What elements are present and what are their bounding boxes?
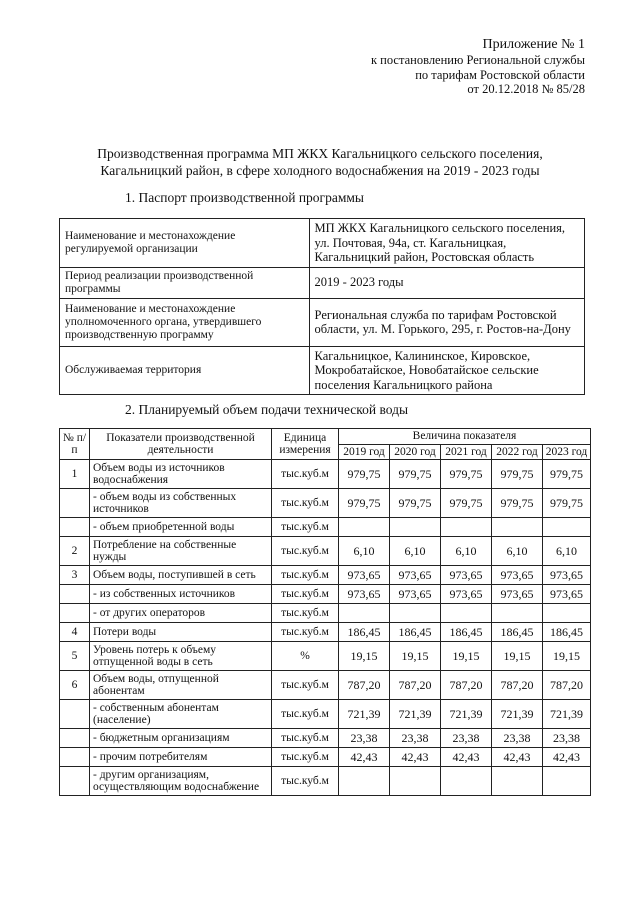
row-value: 973,65 (339, 566, 390, 585)
row-value (390, 767, 441, 796)
row-value (390, 518, 441, 537)
row-value: 973,65 (390, 585, 441, 604)
row-value: 973,65 (543, 566, 591, 585)
passport-value: Региональная служба по тарифам Ростовской области, ул. М. Горького, 295, г. Ростов-на-Дону (309, 298, 584, 346)
row-indicator: Объем воды, поступившей в сеть (90, 566, 272, 585)
row-value (441, 604, 492, 623)
row-value: 973,65 (543, 585, 591, 604)
water-volume-table-body (60, 460, 591, 796)
table-row (60, 642, 591, 671)
row-indicator: - собственным абонентам (население) (90, 700, 272, 729)
row-indicator: Объем воды, отпущенной абонентам (90, 671, 272, 700)
row-value: 787,20 (441, 671, 492, 700)
row-indicator: Потребление на собственные нужды (90, 537, 272, 566)
row-indicator: - из собственных источников (90, 585, 272, 604)
table-row (60, 729, 591, 748)
row-value: 23,38 (339, 729, 390, 748)
row-value: 42,43 (339, 748, 390, 767)
table-header-row (60, 429, 591, 445)
passport-row (60, 219, 585, 268)
col-header-year: 2022 год (492, 444, 543, 460)
col-header-num: № п/п (60, 429, 90, 460)
col-header-unit: Единица измерения (272, 429, 339, 460)
row-value (543, 518, 591, 537)
col-header-year: 2019 год (339, 444, 390, 460)
row-unit: тыс.куб.м (272, 566, 339, 585)
row-value: 979,75 (339, 489, 390, 518)
row-number (60, 518, 90, 537)
row-unit: % (272, 642, 339, 671)
water-volume-table (59, 428, 591, 796)
row-value: 973,65 (492, 585, 543, 604)
row-value: 979,75 (390, 489, 441, 518)
document-title-line-2: Кагальницкий район, в сфере холодного водоснабжения на 2019 - 2023 годы (100, 163, 540, 178)
row-number (60, 700, 90, 729)
row-unit: тыс.куб.м (272, 518, 339, 537)
row-value (339, 604, 390, 623)
row-value: 19,15 (543, 642, 591, 671)
row-number: 3 (60, 566, 90, 585)
row-value: 721,39 (492, 700, 543, 729)
row-value: 721,39 (390, 700, 441, 729)
row-value: 979,75 (441, 489, 492, 518)
row-value: 186,45 (339, 623, 390, 642)
row-value: 721,39 (441, 700, 492, 729)
row-value: 979,75 (543, 460, 591, 489)
table-row (60, 604, 591, 623)
passport-table (59, 218, 585, 395)
row-value: 973,65 (441, 566, 492, 585)
section-1-heading: 1. Паспорт производственной программы (125, 190, 364, 205)
appendix-header (371, 36, 585, 97)
table-row (60, 460, 591, 489)
passport-label: Наименование и местонахождение регулируемой организации (60, 219, 310, 268)
row-value (543, 767, 591, 796)
table-row (60, 748, 591, 767)
row-unit: тыс.куб.м (272, 671, 339, 700)
passport-row (60, 267, 585, 298)
row-indicator: Объем воды из источников водоснабжения (90, 460, 272, 489)
row-value: 19,15 (339, 642, 390, 671)
row-indicator: - прочим потребителям (90, 748, 272, 767)
row-indicator: - объем воды из собственных источников (90, 489, 272, 518)
row-value: 42,43 (543, 748, 591, 767)
row-number (60, 585, 90, 604)
row-value (492, 767, 543, 796)
row-value: 23,38 (441, 729, 492, 748)
row-value: 973,65 (390, 566, 441, 585)
col-header-value-group: Величина показателя (339, 429, 591, 445)
row-unit: тыс.куб.м (272, 585, 339, 604)
row-value: 787,20 (339, 671, 390, 700)
row-value: 979,75 (492, 460, 543, 489)
row-value: 979,75 (390, 460, 441, 489)
row-value: 979,75 (339, 460, 390, 489)
table-row (60, 767, 591, 796)
row-value (390, 604, 441, 623)
row-value: 787,20 (390, 671, 441, 700)
passport-value: Кагальницкое, Калининское, Кировское, Мокробатайское, Новобатайское сельские поселения Кагальницкого района (309, 346, 584, 395)
row-value: 186,45 (441, 623, 492, 642)
row-unit: тыс.куб.м (272, 767, 339, 796)
row-value: 6,10 (339, 537, 390, 566)
row-value: 721,39 (339, 700, 390, 729)
table-row (60, 566, 591, 585)
col-header-year: 2021 год (441, 444, 492, 460)
row-value: 19,15 (441, 642, 492, 671)
col-header-year: 2023 год (543, 444, 591, 460)
row-number (60, 604, 90, 623)
appendix-line-3: по тарифам Ростовской области (415, 67, 585, 82)
row-value: 973,65 (492, 566, 543, 585)
row-indicator: - другим организациям, осуществляющим водоснабжение (90, 767, 272, 796)
row-value (492, 518, 543, 537)
row-value: 787,20 (543, 671, 591, 700)
row-value: 19,15 (390, 642, 441, 671)
passport-value: 2019 - 2023 годы (309, 267, 584, 298)
row-value: 42,43 (390, 748, 441, 767)
row-value: 23,38 (390, 729, 441, 748)
row-value (339, 518, 390, 537)
section-2-heading: 2. Планируемый объем подачи технической воды (125, 402, 409, 417)
row-indicator: - объем приобретенной воды (90, 518, 272, 537)
row-number: 5 (60, 642, 90, 671)
row-value (543, 604, 591, 623)
passport-label: Наименование и местонахождение уполномоченного органа, утвердившего производственную программу (60, 298, 310, 346)
passport-row (60, 298, 585, 346)
row-unit: тыс.куб.м (272, 460, 339, 489)
row-value: 6,10 (492, 537, 543, 566)
col-header-year: 2020 год (390, 444, 441, 460)
row-number: 4 (60, 623, 90, 642)
row-value (441, 767, 492, 796)
row-value: 19,15 (492, 642, 543, 671)
row-value: 186,45 (543, 623, 591, 642)
row-value: 979,75 (543, 489, 591, 518)
row-value (339, 767, 390, 796)
row-value: 186,45 (492, 623, 543, 642)
row-value: 973,65 (339, 585, 390, 604)
row-value: 42,43 (492, 748, 543, 767)
row-value: 6,10 (441, 537, 492, 566)
table-row (60, 700, 591, 729)
passport-label: Обслуживаемая территория (60, 346, 310, 395)
row-unit: тыс.куб.м (272, 604, 339, 623)
row-unit: тыс.куб.м (272, 700, 339, 729)
row-value (441, 518, 492, 537)
row-value: 23,38 (543, 729, 591, 748)
row-number: 2 (60, 537, 90, 566)
row-value: 186,45 (390, 623, 441, 642)
row-unit: тыс.куб.м (272, 729, 339, 748)
row-number: 1 (60, 460, 90, 489)
row-indicator: - от других операторов (90, 604, 272, 623)
row-value: 23,38 (492, 729, 543, 748)
row-value: 6,10 (390, 537, 441, 566)
document-title-line-1: Производственная программа МП ЖКХ Кагальницкого сельского поселения, (97, 146, 543, 161)
row-unit: тыс.куб.м (272, 537, 339, 566)
row-value: 973,65 (441, 585, 492, 604)
appendix-title: Приложение № 1 (482, 37, 585, 52)
row-number (60, 748, 90, 767)
row-value: 979,75 (492, 489, 543, 518)
row-unit: тыс.куб.м (272, 748, 339, 767)
row-value (492, 604, 543, 623)
row-value: 787,20 (492, 671, 543, 700)
table-row (60, 671, 591, 700)
row-indicator: Уровень потерь к объему отпущенной воды в сеть (90, 642, 272, 671)
passport-value: МП ЖКХ Кагальницкого сельского поселения, ул. Почтовая, 94а, ст. Кагальницкая, Кагальницкий район, Ростовская область (309, 219, 584, 268)
table-row (60, 489, 591, 518)
row-number (60, 767, 90, 796)
appendix-line-2: к постановлению Региональной службы (370, 53, 585, 67)
passport-label: Период реализации производственной программы (60, 267, 310, 298)
row-value: 42,43 (441, 748, 492, 767)
row-unit: тыс.куб.м (272, 489, 339, 518)
row-value: 6,10 (543, 537, 591, 566)
appendix-line-4: от 20.12.2018 № 85/28 (467, 82, 585, 96)
row-indicator: - бюджетным организациям (90, 729, 272, 748)
passport-row (60, 346, 585, 395)
col-header-indicator: Показатели производственной деятельности (90, 429, 272, 460)
row-number (60, 729, 90, 748)
row-number (60, 489, 90, 518)
table-row (60, 518, 591, 537)
document-title (70, 145, 570, 179)
table-row (60, 585, 591, 604)
table-row (60, 623, 591, 642)
table-row (60, 537, 591, 566)
row-indicator: Потери воды (90, 623, 272, 642)
row-unit: тыс.куб.м (272, 623, 339, 642)
row-number: 6 (60, 671, 90, 700)
row-value: 721,39 (543, 700, 591, 729)
row-value: 979,75 (441, 460, 492, 489)
